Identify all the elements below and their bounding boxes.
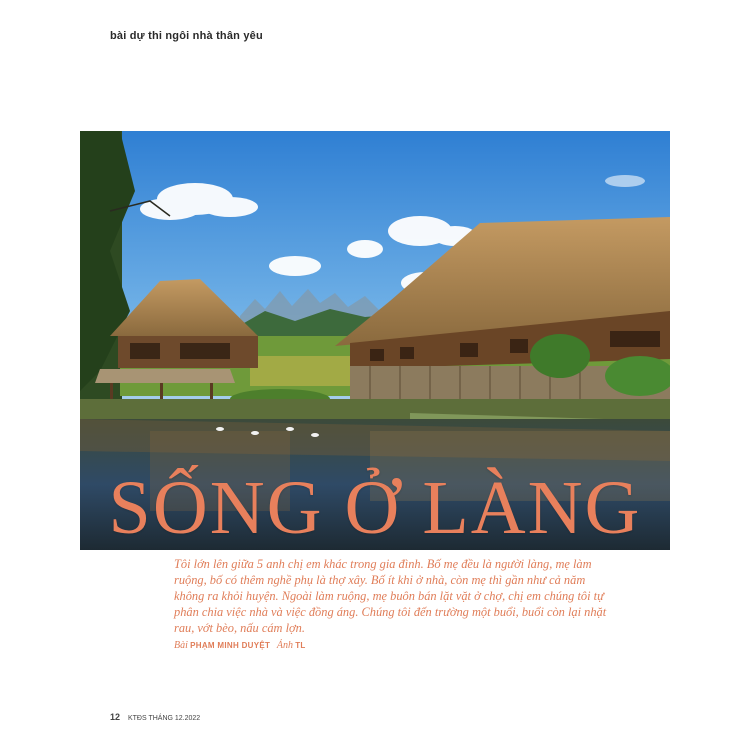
page-number: 12 bbox=[110, 712, 121, 722]
page-footer bbox=[110, 712, 200, 722]
byline-photo-credit: TL bbox=[295, 641, 306, 650]
issue-label: KTĐS THÁNG 12.2022 bbox=[127, 715, 201, 722]
byline-author-label: Bài bbox=[174, 640, 188, 651]
byline-photo-label: Ảnh bbox=[276, 640, 293, 651]
article-title: SỐNG Ở LÀNG bbox=[108, 466, 642, 550]
byline-author: PHẠM MINH DUYỆT bbox=[190, 641, 271, 650]
byline bbox=[174, 640, 306, 651]
section-kicker: bài dự thi ngôi nhà thân yêu bbox=[110, 30, 263, 42]
article-lead: Tôi lớn lên giữa 5 anh chị em khác trong gia đình. Bố mẹ đều là người làng, mẹ làm ruộng, bố có thêm nghề phụ là thợ xây. Bố ít khi ở nhà, còn mẹ thì gần như cả năm không ra khỏi huyện. Ngoài làm ruộng, mẹ buôn bán lặt vặt ở chợ, chị em chúng tôi tự phân chia việc nhà và việc đồng áng. Chúng tôi đến trường một buổi, buổi còn lại nhặt rau, vớt bèo, nấu cám lợn. bbox=[174, 557, 607, 635]
